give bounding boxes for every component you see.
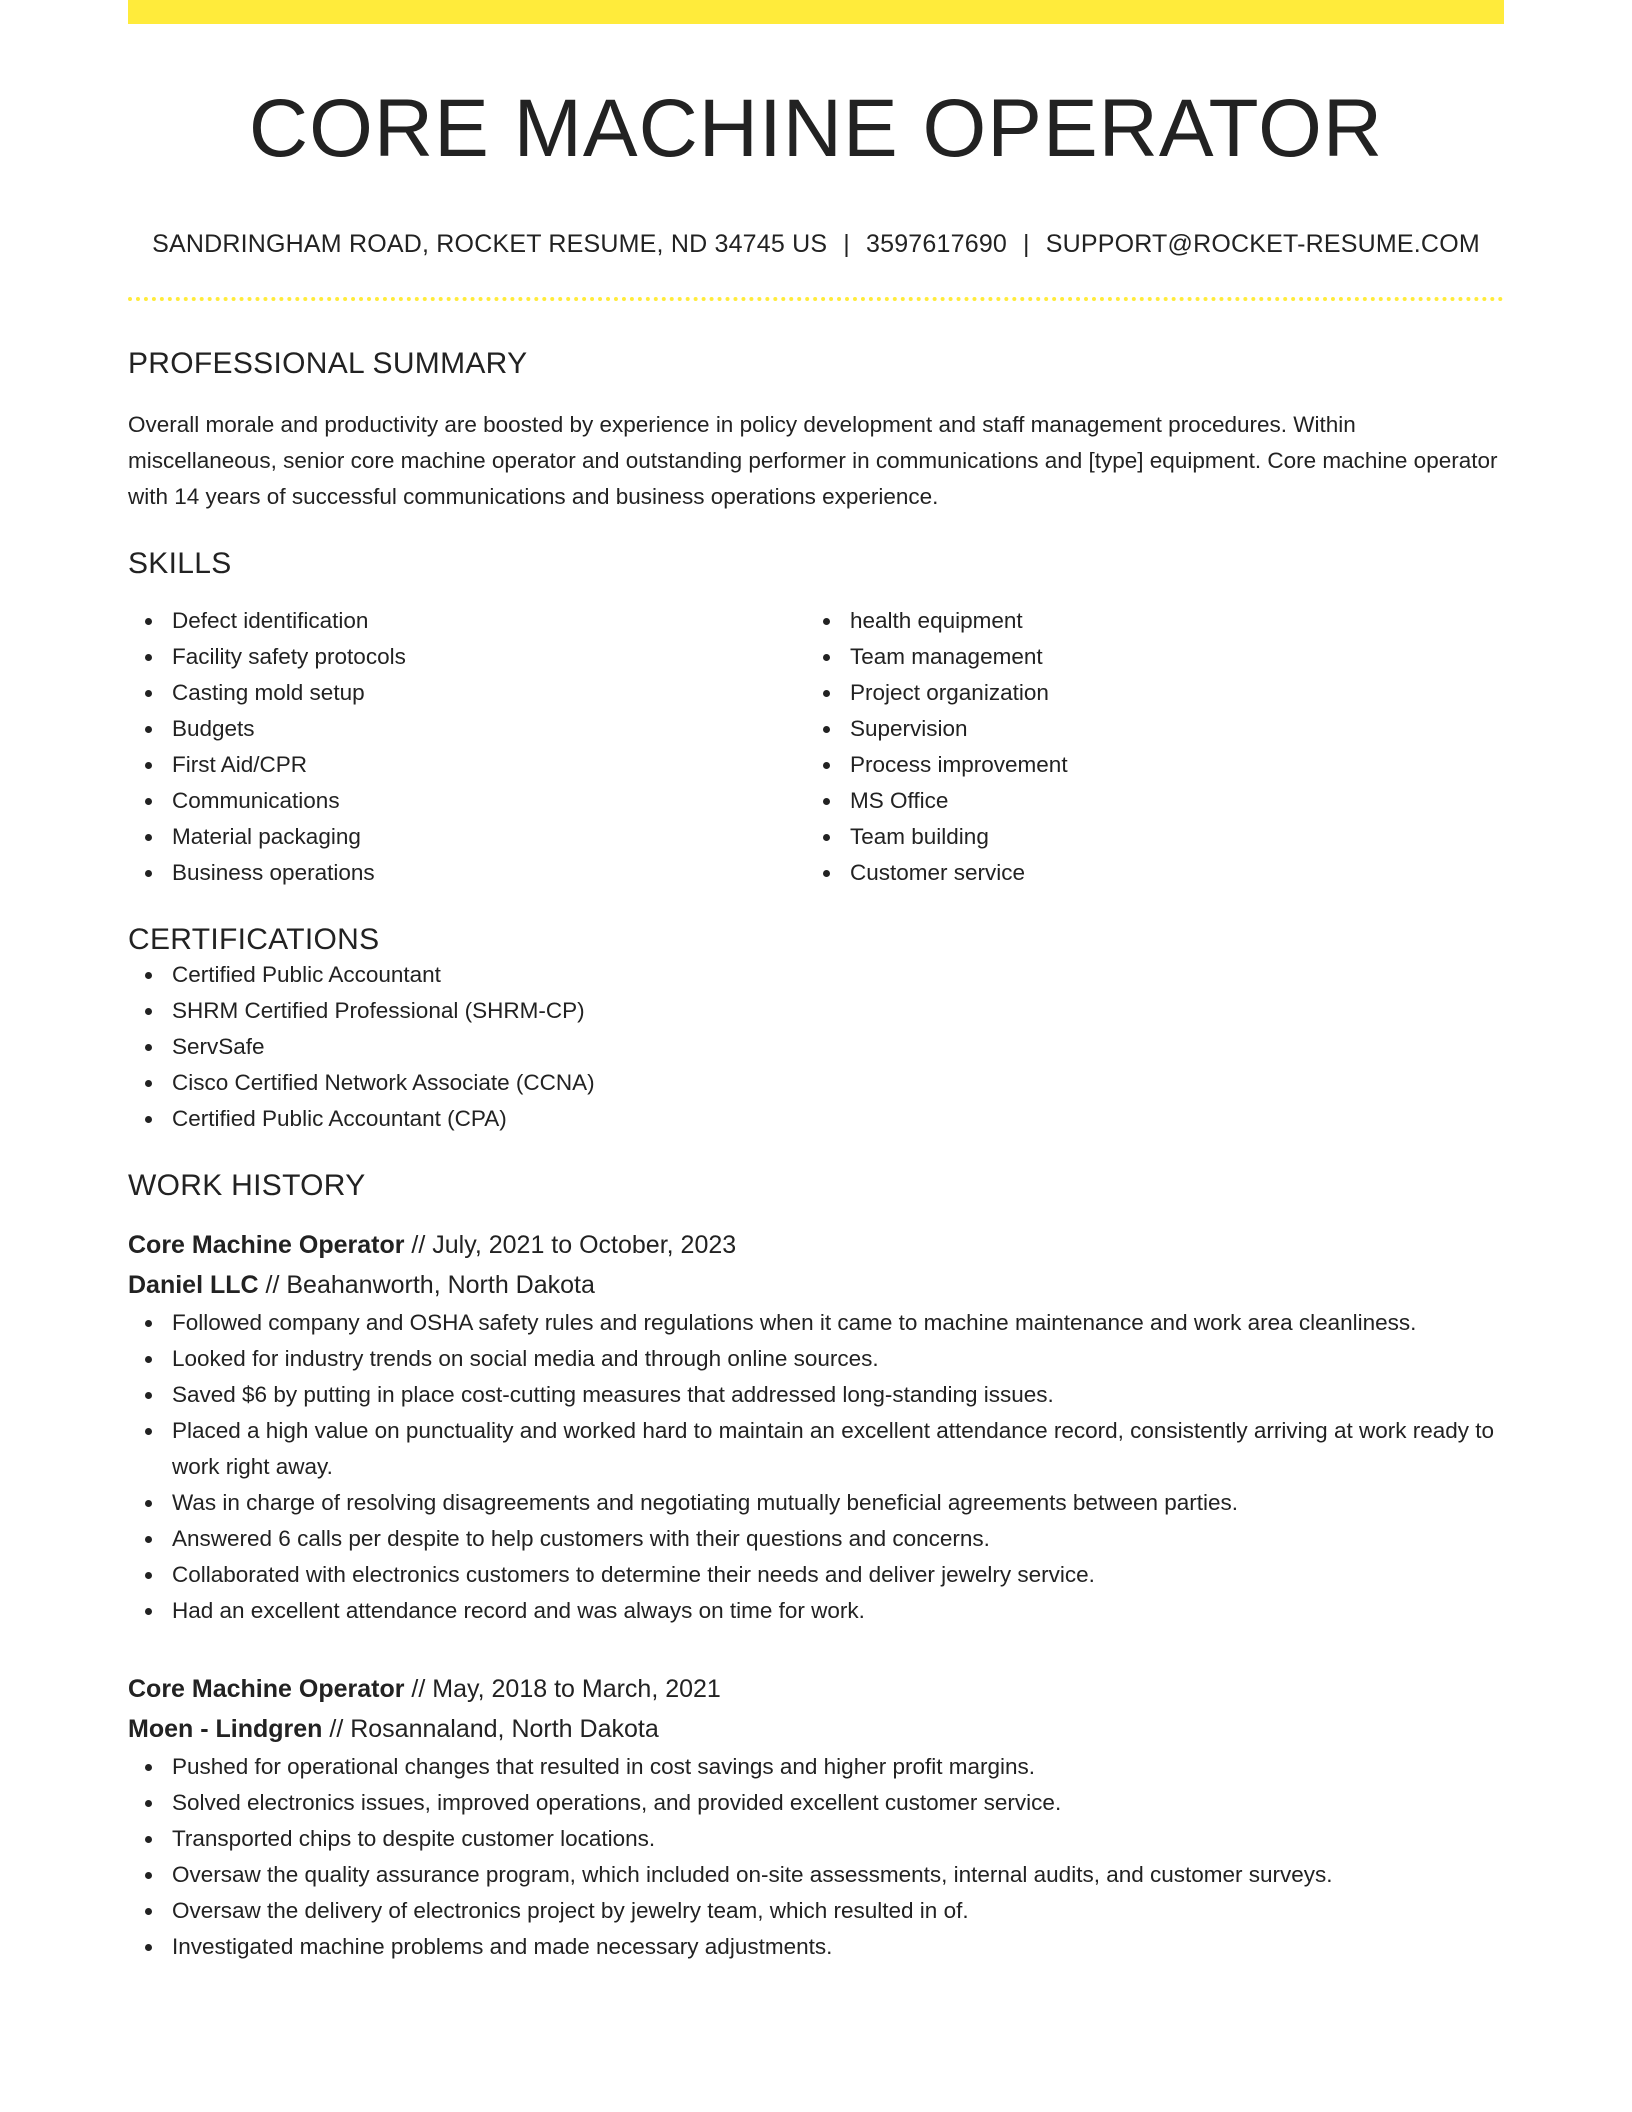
skill-item: Process improvement — [806, 747, 1484, 783]
skill-item: Business operations — [128, 855, 806, 891]
summary-text: Overall morale and productivity are boosted by experience in policy development and staff management procedures. Within miscellaneous, senior core machine operator and outstanding performer in communications and [type] equipment. Core machine operator with 14 years of successful communications and business operations experience. — [128, 412, 1498, 510]
job-company: Moen - Lindgren — [128, 1715, 323, 1744]
skills-column-right — [806, 603, 1484, 891]
work-history-heading: WORK HISTORY — [128, 1169, 366, 1203]
skill-item: Supervision — [806, 711, 1484, 747]
job-duty: Looked for industry trends on social media and through online sources. — [128, 1341, 1504, 1377]
resume-page — [128, 0, 1504, 1965]
skill-item: health equipment — [806, 603, 1484, 639]
job-duty: Was in charge of resolving disagreements and negotiating mutually beneficial agreements between parties. — [128, 1485, 1504, 1521]
skill-item: Communications — [128, 783, 806, 819]
skill-item: Material packaging — [128, 819, 806, 855]
job-duty: Pushed for operational changes that resulted in cost savings and higher profit margins. — [128, 1749, 1504, 1785]
job-duties-list — [128, 1749, 1504, 1965]
certification-item: Certified Public Accountant — [128, 957, 1504, 993]
skill-item: Facility safety protocols — [128, 639, 806, 675]
job-duties-list — [128, 1305, 1504, 1629]
certification-item: Cisco Certified Network Associate (CCNA) — [128, 1065, 1504, 1101]
certification-item: Certified Public Accountant (CPA) — [128, 1101, 1504, 1137]
job-role: Core Machine Operator — [128, 1675, 405, 1704]
job-company-line: Moen - Lindgren // Rosannaland, North Dakota — [128, 1715, 659, 1744]
accent-bar — [128, 0, 1504, 24]
job-role: Core Machine Operator — [128, 1231, 405, 1260]
header-divider — [128, 297, 1504, 301]
job-title-line: Core Machine Operator // July, 2021 to October, 2023 — [128, 1231, 737, 1260]
job-dates: May, 2018 to March, 2021 — [432, 1675, 721, 1704]
certification-item: SHRM Certified Professional (SHRM-CP) — [128, 993, 1504, 1029]
job-duty: Placed a high value on punctuality and worked hard to maintain an excellent attendance record, consistently arriving at work ready to work right away. — [128, 1413, 1504, 1485]
contact-phone: 3597617690 — [865, 230, 1008, 259]
contact-line — [128, 230, 1504, 259]
job-duty: Oversaw the quality assurance program, which included on-site assessments, internal audits, and customer surveys. — [128, 1857, 1504, 1893]
contact-separator: | — [1023, 230, 1030, 259]
resume-name: CORE MACHINE OPERATOR — [248, 83, 1384, 174]
skills-heading: SKILLS — [128, 547, 232, 581]
skills-grid — [128, 603, 1504, 891]
job-duty: Collaborated with electronics customers to determine their needs and deliver jewelry service. — [128, 1557, 1504, 1593]
job-entry — [128, 1225, 1504, 1629]
certifications-heading: CERTIFICATIONS — [128, 923, 380, 957]
certifications-list — [128, 957, 1504, 1137]
skill-item: Team management — [806, 639, 1484, 675]
job-duty: Answered 6 calls per despite to help customers with their questions and concerns. — [128, 1521, 1504, 1557]
job-company-line: Daniel LLC // Beahanworth, North Dakota — [128, 1271, 595, 1300]
skills-column-left — [128, 603, 806, 891]
contact-address: SANDRINGHAM ROAD, ROCKET RESUME, ND 34745 US — [152, 230, 828, 259]
contact-separator: | — [843, 230, 850, 259]
job-duty: Solved electronics issues, improved operations, and provided excellent customer service. — [128, 1785, 1504, 1821]
skill-item: Casting mold setup — [128, 675, 806, 711]
skill-item: Customer service — [806, 855, 1484, 891]
job-duty: Investigated machine problems and made necessary adjustments. — [128, 1929, 1504, 1965]
certification-item: ServSafe — [128, 1029, 1504, 1065]
contact-email: SUPPORT@ROCKET-RESUME.COM — [1045, 230, 1480, 259]
job-location: Beahanworth, North Dakota — [286, 1271, 595, 1300]
job-dates: July, 2021 to October, 2023 — [432, 1231, 737, 1260]
job-entry — [128, 1669, 1504, 1965]
job-company: Daniel LLC — [128, 1271, 259, 1300]
job-location: Rosannaland, North Dakota — [350, 1715, 659, 1744]
job-duty: Had an excellent attendance record and was always on time for work. — [128, 1593, 1504, 1629]
job-title-line: Core Machine Operator // May, 2018 to March, 2021 — [128, 1675, 721, 1704]
job-duty: Followed company and OSHA safety rules and regulations when it came to machine maintenance and work area cleanliness. — [128, 1305, 1504, 1341]
skill-item: Defect identification — [128, 603, 806, 639]
skill-item: Team building — [806, 819, 1484, 855]
summary-heading: PROFESSIONAL SUMMARY — [128, 347, 528, 381]
job-duty: Saved $6 by putting in place cost-cutting measures that addressed long-standing issues. — [128, 1377, 1504, 1413]
job-duty: Transported chips to despite customer locations. — [128, 1821, 1504, 1857]
job-duty: Oversaw the delivery of electronics project by jewelry team, which resulted in of. — [128, 1893, 1504, 1929]
skill-item: Budgets — [128, 711, 806, 747]
skill-item: First Aid/CPR — [128, 747, 806, 783]
skill-item: Project organization — [806, 675, 1484, 711]
skill-item: MS Office — [806, 783, 1484, 819]
